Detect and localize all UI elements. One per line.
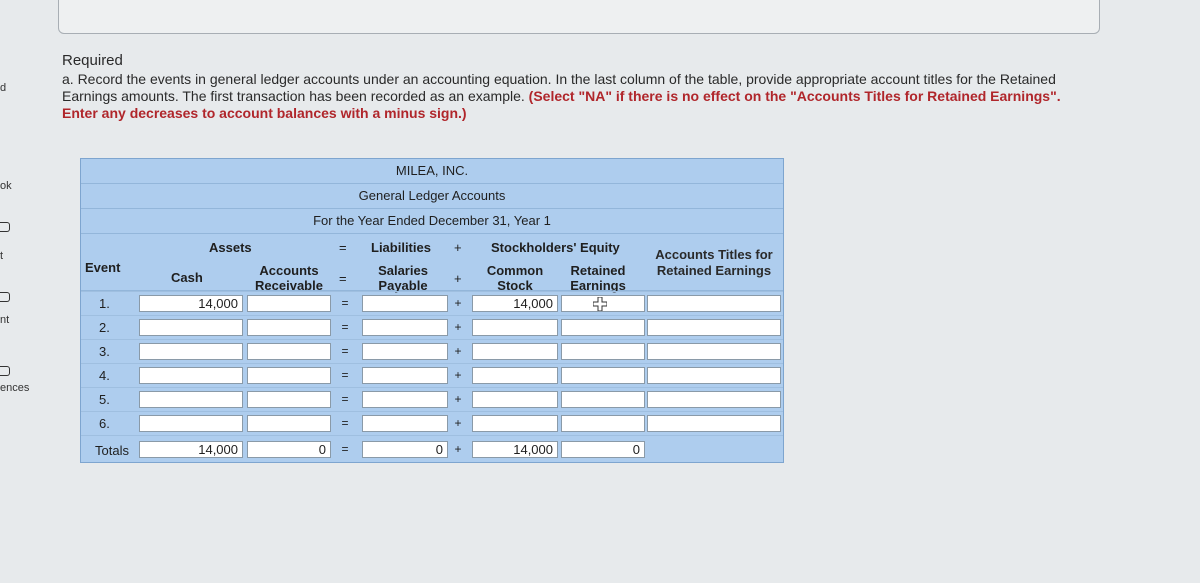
sidebar-item-0[interactable]: d [0, 82, 7, 94]
salaries-payable-input[interactable] [362, 343, 448, 360]
accounts-receivable-input[interactable] [247, 391, 331, 408]
equals-sign: = [341, 344, 349, 358]
plus-sign: + [454, 344, 462, 358]
sidebar-item-4[interactable]: ences [0, 382, 30, 394]
cash-input[interactable] [139, 343, 243, 360]
accounts-receivable-header: Accounts Receivable [255, 263, 323, 293]
plus-sign: + [454, 442, 462, 456]
plus-sign: + [454, 392, 462, 406]
equity-header: Stockholders' Equity [491, 240, 620, 255]
event-number: 5. [99, 392, 110, 407]
liabilities-header: Liabilities [371, 240, 431, 255]
table-row [81, 291, 783, 315]
retained-earnings-input[interactable] [561, 343, 645, 360]
ledger-title: General Ledger Accounts [81, 184, 783, 209]
table-row [81, 387, 783, 411]
cash-input[interactable] [139, 415, 243, 432]
previous-answer-box[interactable] [58, 0, 1100, 34]
table-row [81, 315, 783, 339]
event-number: 6. [99, 416, 110, 431]
cash-input[interactable]: 14,000 [139, 295, 243, 312]
common-stock-header: Common Stock [486, 263, 544, 293]
plus-sign: + [454, 240, 462, 255]
equals-sign: = [341, 368, 349, 382]
account-title-select[interactable] [647, 319, 781, 336]
account-title-select[interactable] [647, 367, 781, 384]
plus-sign: + [454, 320, 462, 334]
sidebar-icon [0, 222, 10, 232]
move-cursor-icon [593, 297, 607, 311]
required-heading: Required [62, 52, 123, 69]
instruction-note: (Select "NA" if there is no effect on the "Accounts Titles for Retained Earnings". Enter any decreases to account balances with a minus sign.) [62, 88, 1061, 121]
sidebar-icon [0, 292, 10, 302]
common-stock-input[interactable] [472, 367, 558, 384]
accounts-receivable-input[interactable] [247, 295, 331, 312]
account-titles-header: Accounts Titles for Retained Earnings [655, 247, 773, 278]
event-header: Event [85, 260, 121, 275]
equals-sign: = [341, 442, 349, 456]
totals-row [81, 435, 783, 462]
plus-sign: + [454, 416, 462, 430]
table-row [81, 363, 783, 387]
cash-input[interactable] [139, 367, 243, 384]
event-number: 3. [99, 344, 110, 359]
totals-label: Totals [95, 443, 129, 458]
cash-header: Cash [171, 270, 203, 285]
assets-header: Assets [209, 240, 252, 255]
account-title-select[interactable] [647, 391, 781, 408]
salaries-payable-input[interactable] [362, 319, 448, 336]
equals-sign: = [339, 271, 347, 286]
plus-sign: + [454, 368, 462, 382]
instruction-text: a. Record the events in general ledger accounts under an accounting equation. In the last column of the table, provide appropriate account titles for the Retained Earnings amounts. The first transaction has been recorded as an example. [62, 71, 1056, 104]
instructions [62, 52, 1062, 122]
sidebar-item-2[interactable]: t [0, 250, 4, 262]
ledger-table [80, 158, 784, 463]
account-title-select[interactable] [647, 295, 781, 312]
table-row [81, 411, 783, 435]
accounts-receivable-input[interactable] [247, 367, 331, 384]
company-name: MILEA, INC. [81, 159, 783, 184]
account-title-select[interactable] [647, 415, 781, 432]
retained-earnings-header: Retained Earnings [570, 263, 626, 293]
retained-earnings-total: 0 [561, 441, 645, 458]
equals-sign: = [341, 296, 349, 310]
left-sidebar [0, 0, 40, 583]
salaries-payable-total: 0 [362, 441, 448, 458]
salaries-payable-input[interactable] [362, 367, 448, 384]
event-number: 2. [99, 320, 110, 335]
common-stock-input[interactable] [472, 343, 558, 360]
equals-sign: = [341, 416, 349, 430]
retained-earnings-input[interactable] [561, 391, 645, 408]
sidebar-item-3[interactable]: nt [0, 314, 10, 326]
equals-sign: = [341, 320, 349, 334]
salaries-payable-input[interactable] [362, 295, 448, 312]
plus-sign: + [454, 271, 462, 286]
salaries-payable-header: Salaries Payable [378, 263, 428, 293]
accounts-receivable-total: 0 [247, 441, 331, 458]
plus-sign: + [454, 296, 462, 310]
salaries-payable-input[interactable] [362, 415, 448, 432]
sidebar-item-1[interactable]: ok [0, 180, 12, 192]
common-stock-total: 14,000 [472, 441, 558, 458]
equals-sign: = [341, 392, 349, 406]
accounts-receivable-input[interactable] [247, 319, 331, 336]
common-stock-input[interactable] [472, 415, 558, 432]
common-stock-input[interactable] [472, 391, 558, 408]
equals-sign: = [339, 240, 347, 255]
retained-earnings-input[interactable] [561, 319, 645, 336]
accounts-receivable-input[interactable] [247, 343, 331, 360]
cash-input[interactable] [139, 319, 243, 336]
retained-earnings-input[interactable] [561, 367, 645, 384]
required-text [62, 71, 1062, 122]
common-stock-input[interactable]: 14,000 [472, 295, 558, 312]
cash-input[interactable] [139, 391, 243, 408]
table-row [81, 339, 783, 363]
retained-earnings-input[interactable] [561, 415, 645, 432]
accounts-receivable-input[interactable] [247, 415, 331, 432]
salaries-payable-input[interactable] [362, 391, 448, 408]
ledger-period: For the Year Ended December 31, Year 1 [81, 209, 783, 234]
event-number: 1. [99, 296, 110, 311]
event-number: 4. [99, 368, 110, 383]
cash-total: 14,000 [139, 441, 243, 458]
account-title-select[interactable] [647, 343, 781, 360]
book-icon [0, 366, 10, 376]
common-stock-input[interactable] [472, 319, 558, 336]
